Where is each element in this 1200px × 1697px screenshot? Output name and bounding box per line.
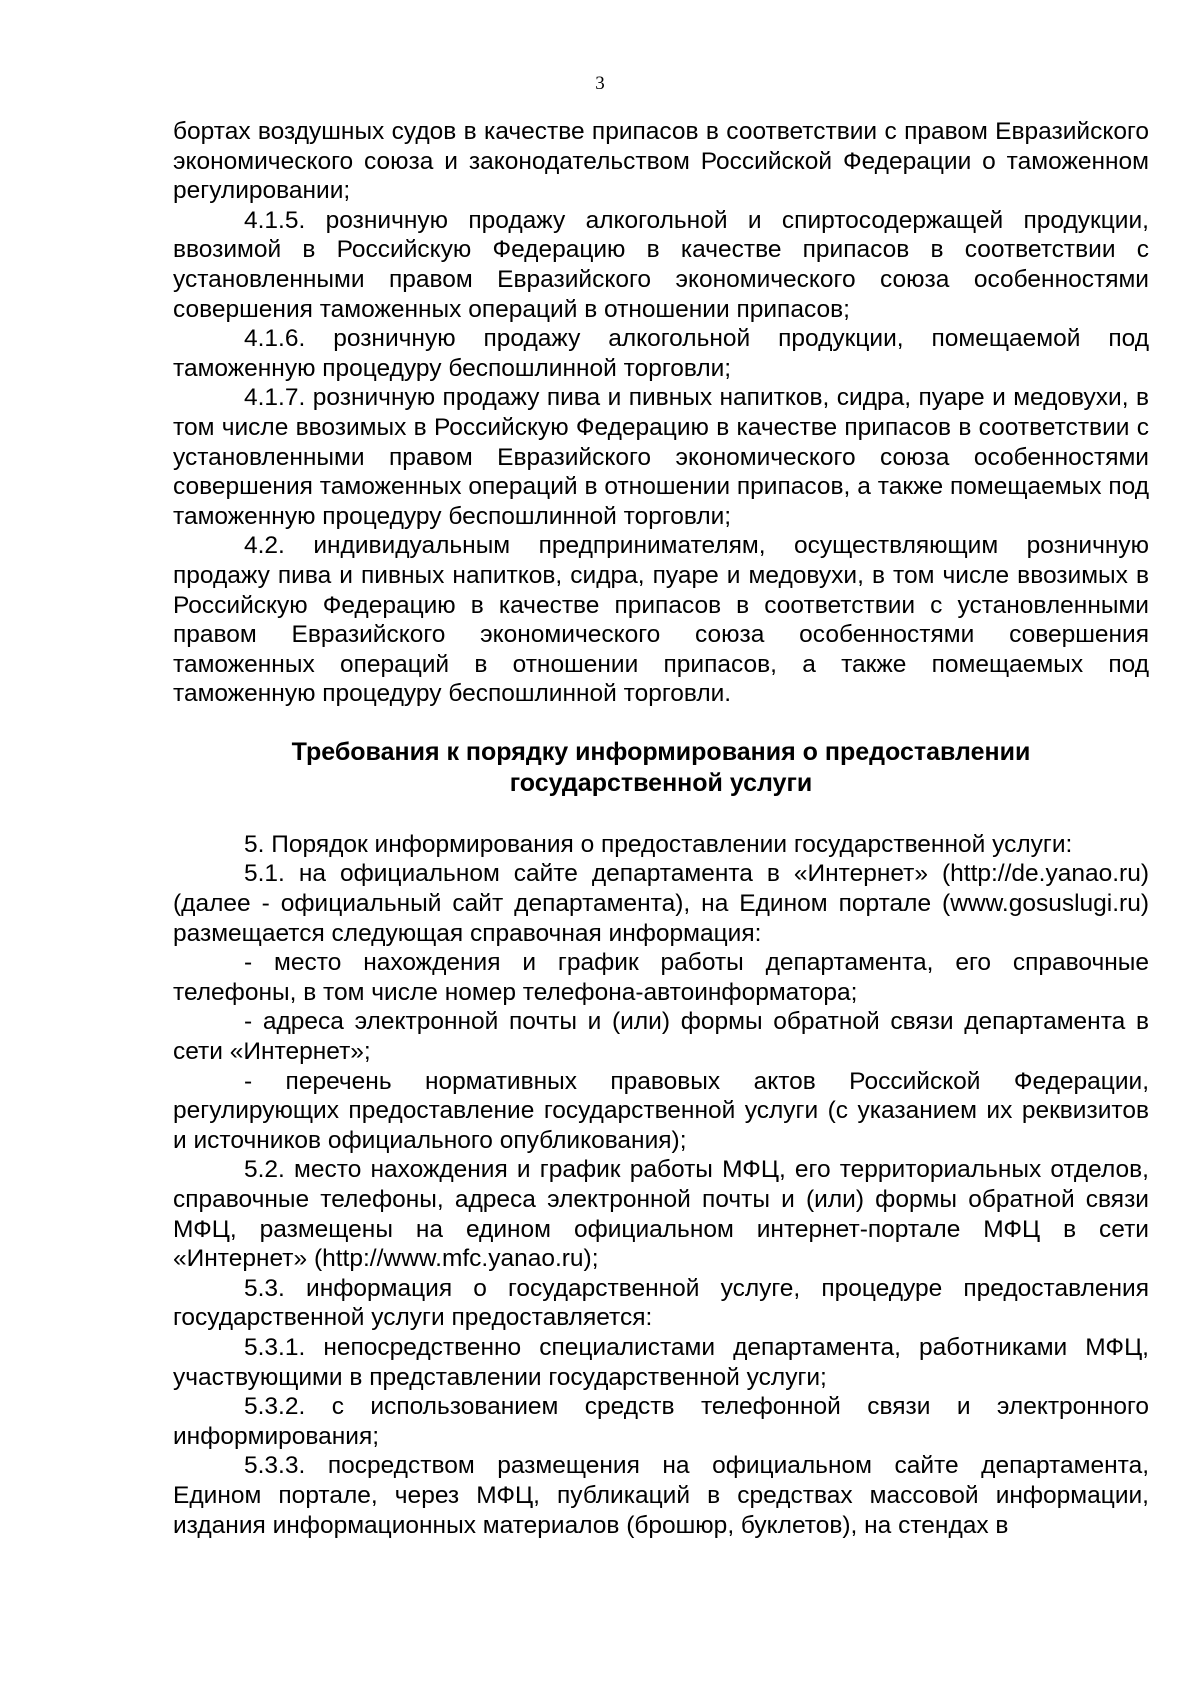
paragraph: бортах воздушных судов в качестве припасов в соответствии с правом Евразийского экономического союза и законодательством Российской Федерации о таможенном регулировании; <box>173 118 1149 205</box>
paragraphs-before-heading <box>173 117 1149 709</box>
paragraph: - адреса электронной почты и (или) формы обратной связи департамента в сети «Интернет»; <box>173 1008 1149 1066</box>
paragraph: 5.3.3. посредством размещения на официальном сайте департамента, Едином портале, через МФЦ, публикаций в средствах массовой информации, издания информационных материалов (брошюр, буклетов), на стендах в <box>173 1452 1149 1539</box>
section-heading: Требования к порядку информирования о предоставлении государственной услуги <box>291 737 1031 797</box>
paragraph: 5.2. место нахождения и график работы МФЦ, его территориальных отделов, справочные телефоны, адреса электронной почты и (или) формы обратной связи МФЦ, размещены на едином официальном интернет-портале МФЦ в сети «Интернет» (http://www.mfc.yanao.ru); <box>173 1156 1149 1273</box>
paragraph: 4.1.7. розничную продажу пива и пивных напитков, сидра, пуаре и медовухи, в том числе ввозимых в Российскую Федерацию в качестве припасов в соответствии с установленными правом Евразийского экономического союза особенностями совершения таможенных операций в отношении припасов, а также помещаемых под таможенную процедуру беспошлинной торговли; <box>173 384 1149 530</box>
paragraph: 5.3. информация о государственной услуге, процедуре предоставления государственной услуги предоставляется: <box>173 1274 1149 1332</box>
paragraph: - перечень нормативных правовых актов Российской Федерации, регулирующих предоставление государственной услуги (с указанием их реквизитов и источников официального опубликования); <box>173 1067 1149 1154</box>
paragraph: 5.3.2. с использованием средств телефонной связи и электронного информирования; <box>173 1393 1149 1450</box>
paragraph: 5.3.1. непосредственно специалистами департамента, работниками МФЦ, участвующими в представлении государственной услуги; <box>173 1333 1149 1391</box>
paragraph: 4.1.5. розничную продажу алкогольной и спиртосодержащей продукции, ввозимой в Российскую Федерацию в качестве припасов в соответствии с установленными правом Евразийского экономического союза особенностями совершения таможенных операций в отношении припасов; <box>173 206 1149 323</box>
paragraph: 5.1. на официальном сайте департамента в «Интернет» (http://de.yanao.ru) (далее - официальный сайт департамента), на Едином портале (www.gosuslugi.ru) размещается следующая справочная информация: <box>173 860 1149 947</box>
paragraph: 5. Порядок информирования о предоставлении государственной услуги: <box>244 830 1073 858</box>
page-number: 3 <box>595 73 605 94</box>
paragraph: 4.1.6. розничную продажу алкогольной продукции, помещаемой под таможенную процедуру беспошлинной торговли; <box>173 325 1149 382</box>
document-body <box>173 117 1149 1540</box>
paragraphs-after-heading <box>173 830 1149 1540</box>
paragraph: - место нахождения и график работы департамента, его справочные телефоны, в том числе номер телефона-автоинформатора; <box>173 949 1149 1006</box>
paragraph: 4.2. индивидуальным предпринимателям, осуществляющим розничную продажу пива и пивных напитков, сидра, пуаре и медовухи, в том числе ввозимых в Российскую Федерацию в качестве припасов в соответствии с установленными правом Евразийского экономического союза особенностями совершения таможенных операций в отношении припасов, а также помещаемых под таможенную процедуру беспошлинной торговли. <box>173 532 1149 708</box>
